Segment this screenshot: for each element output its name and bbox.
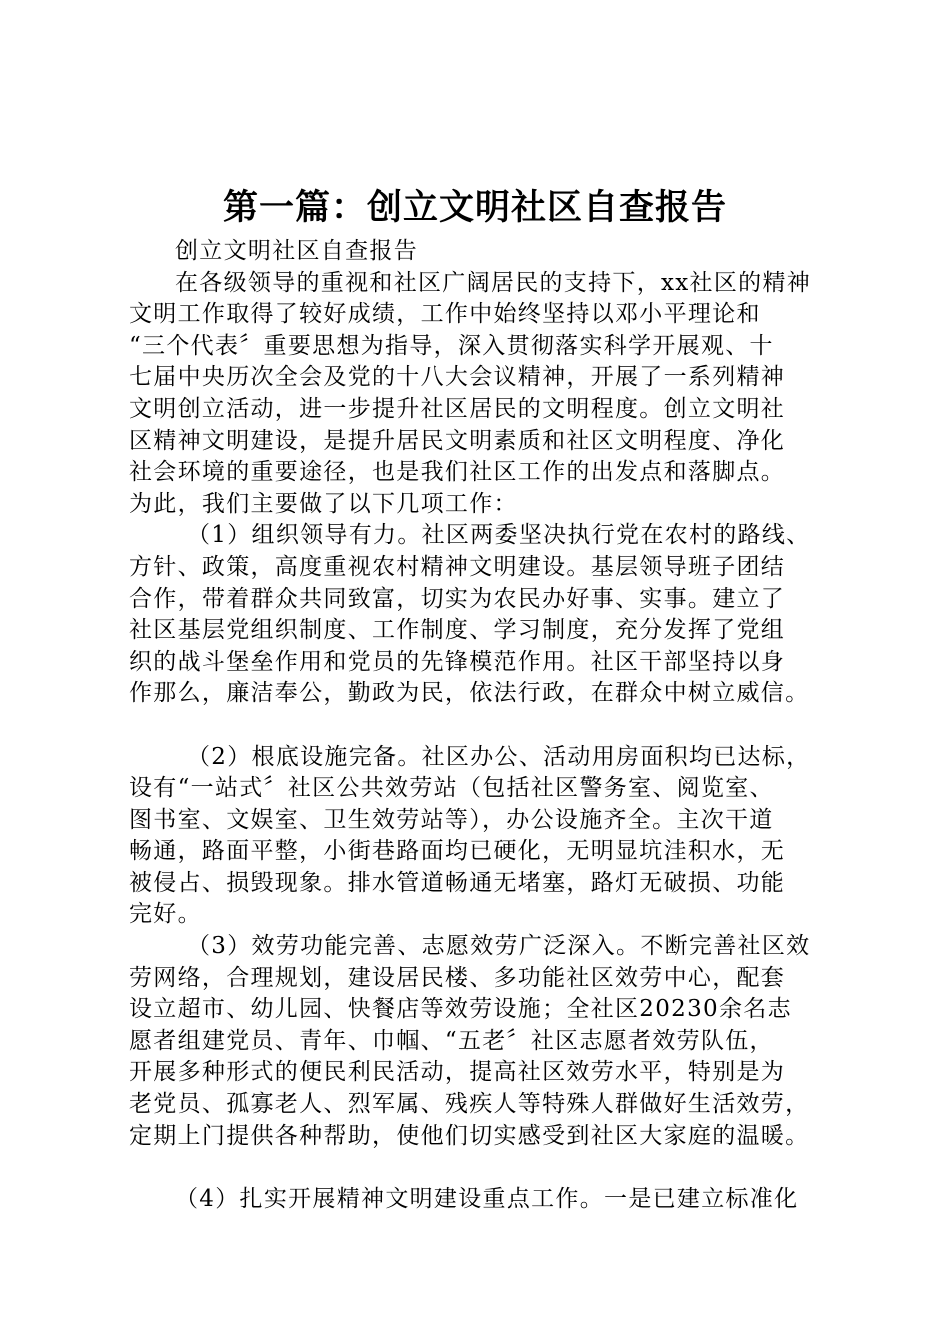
paragraph-line: （2）根底设施完备。社区办公、活动用房面积均已达标， bbox=[187, 743, 811, 770]
paragraph-line: 完好。 bbox=[129, 901, 202, 928]
paragraph-line: 方针、政策，高度重视农村精神文明建设。基层领导班子团结 bbox=[129, 553, 786, 580]
paragraph-line: 设有“一站式〞社区公共效劳站（包括社区警务室、阅览室、 bbox=[129, 775, 774, 802]
blank-line bbox=[129, 1152, 829, 1184]
paragraph-line: 织的战斗堡垒作用和党员的先锋模范作用。社区干部坚持以身 bbox=[129, 648, 786, 675]
document-title: 第一篇：创立文明社区自查报告 bbox=[222, 188, 727, 228]
paragraph-line: 图书室、文娱室、卫生效劳站等），办公设施齐全。主次干道 bbox=[129, 806, 774, 833]
paragraph-line: 在各级领导的重视和社区广阔居民的支持下，xx社区的精神 bbox=[175, 269, 812, 296]
paragraph-line: 区精神文明建设，是提升居民文明素质和社区文明程度、净化 bbox=[129, 427, 786, 454]
paragraph-line: （1）组织领导有力。社区两委坚决执行党在农村的路线、 bbox=[187, 522, 811, 549]
paragraph-line: 被侵占、损毁现象。排水管道畅通无堵塞，路灯无破损、功能 bbox=[129, 869, 786, 896]
paragraph-line: 开展多种形式的便民利民活动，提高社区效劳水平，特别是为 bbox=[129, 1059, 786, 1086]
document-subtitle: 创立文明社区自查报告 bbox=[175, 238, 418, 264]
paragraph-line: 定期上门提供各种帮助，使他们切实感受到社区大家庭的温暖。 bbox=[129, 1122, 810, 1149]
document-body bbox=[129, 236, 829, 1215]
paragraph-line: 作那么，廉洁奉公，勤政为民，依法行政，在群众中树立威信。 bbox=[129, 680, 810, 707]
blank-line bbox=[129, 710, 829, 742]
paragraph-line: （4）扎实开展精神文明建设重点工作。一是已建立标准化 bbox=[175, 1185, 799, 1212]
paragraph-line: 劳网络，合理规划，建设居民楼、多功能社区效劳中心，配套 bbox=[129, 964, 786, 991]
paragraph-line: 七届中央历次全会及党的十八大会议精神，开展了一系列精神 bbox=[129, 364, 786, 391]
paragraph-line: 社区基层党组织制度、工作制度、学习制度，充分发挥了党组 bbox=[129, 617, 786, 644]
paragraph-line: “三个代表〞重要思想为指导，深入贯彻落实科学开展观、十 bbox=[129, 332, 774, 359]
paragraph-line: （3）效劳功能完善、志愿效劳广泛深入。不断完善社区效 bbox=[187, 933, 811, 960]
paragraph-line: 社会环境的重要途径，也是我们社区工作的出发点和落脚点。 bbox=[129, 459, 786, 486]
paragraph-line: 畅通，路面平整，小街巷路面均已硬化，无明显坑洼积水，无 bbox=[129, 838, 786, 865]
paragraph-line: 老党员、孤寡老人、烈军属、残疾人等特殊人群做好生活效劳， bbox=[129, 1091, 810, 1118]
paragraph-line: 文明创立活动，进一步提升社区居民的文明程度。创立文明社 bbox=[129, 395, 786, 422]
paragraph-line: 文明工作取得了较好成绩，工作中始终坚持以邓小平理论和 bbox=[129, 301, 761, 328]
paragraph-line: 为此，我们主要做了以下几项工作： bbox=[129, 490, 518, 517]
paragraph-line: 愿者组建党员、青年、巾帼、“五老〞社区志愿者效劳队伍， bbox=[129, 1027, 774, 1054]
paragraph-line: 合作，带着群众共同致富，切实为农民办好事、实事。建立了 bbox=[129, 585, 786, 612]
paragraph-line: 设立超市、幼儿园、快餐店等效劳设施；全社区20230余名志 bbox=[129, 996, 792, 1023]
